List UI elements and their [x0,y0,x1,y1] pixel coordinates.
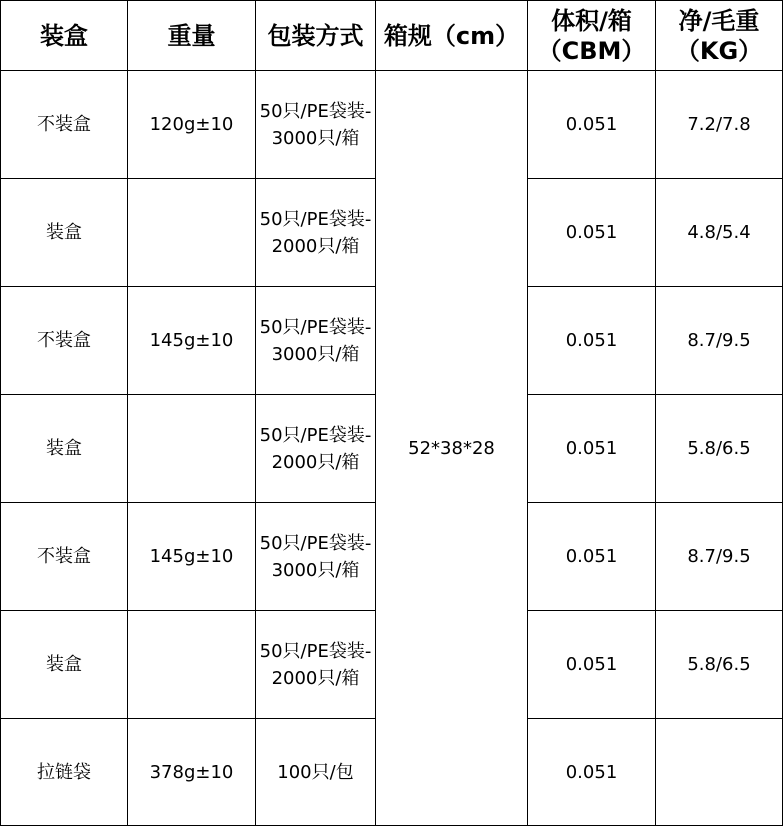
cell-volume: 0.051 [528,611,656,719]
cell-weight [128,179,256,287]
cell-net-gross: 7.2/7.8 [656,71,783,179]
cell-packing: 50只/PE袋装-3000只/箱 [256,503,376,611]
cell-weight: 145g±10 [128,287,256,395]
cell-net-gross [656,719,783,826]
cell-packing: 50只/PE袋装-2000只/箱 [256,179,376,287]
cell-volume: 0.051 [528,395,656,503]
cell-volume: 0.051 [528,71,656,179]
cell-net-gross: 8.7/9.5 [656,503,783,611]
cell-carton-size: 52*38*28 [376,71,528,826]
cell-packing: 50只/PE袋装-3000只/箱 [256,287,376,395]
header-volume: 体积/箱（CBM） [528,1,656,71]
cell-box: 装盒 [1,611,128,719]
cell-volume: 0.051 [528,719,656,826]
cell-weight: 378g±10 [128,719,256,826]
cell-packing: 50只/PE袋装-3000只/箱 [256,71,376,179]
cell-weight [128,395,256,503]
cell-box: 不装盒 [1,71,128,179]
cell-box: 装盒 [1,395,128,503]
cell-net-gross: 5.8/6.5 [656,611,783,719]
cell-weight: 120g±10 [128,71,256,179]
cell-weight [128,611,256,719]
cell-packing: 50只/PE袋装-2000只/箱 [256,611,376,719]
cell-volume: 0.051 [528,179,656,287]
cell-net-gross: 8.7/9.5 [656,287,783,395]
cell-box: 装盒 [1,179,128,287]
cell-net-gross: 4.8/5.4 [656,179,783,287]
header-weight: 重量 [128,1,256,71]
header-packing: 包装方式 [256,1,376,71]
header-net-gross: 净/毛重（KG） [656,1,783,71]
header-box: 装盒 [1,1,128,71]
cell-box: 不装盒 [1,287,128,395]
cell-volume: 0.051 [528,503,656,611]
cell-box: 不装盒 [1,503,128,611]
cell-packing: 100只/包 [256,719,376,826]
header-row [1,1,783,71]
table-row [1,71,783,179]
header-carton-size: 箱规（cm） [376,1,528,71]
cell-volume: 0.051 [528,287,656,395]
cell-packing: 50只/PE袋装-2000只/箱 [256,395,376,503]
cell-net-gross: 5.8/6.5 [656,395,783,503]
cell-weight: 145g±10 [128,503,256,611]
cell-box: 拉链袋 [1,719,128,826]
